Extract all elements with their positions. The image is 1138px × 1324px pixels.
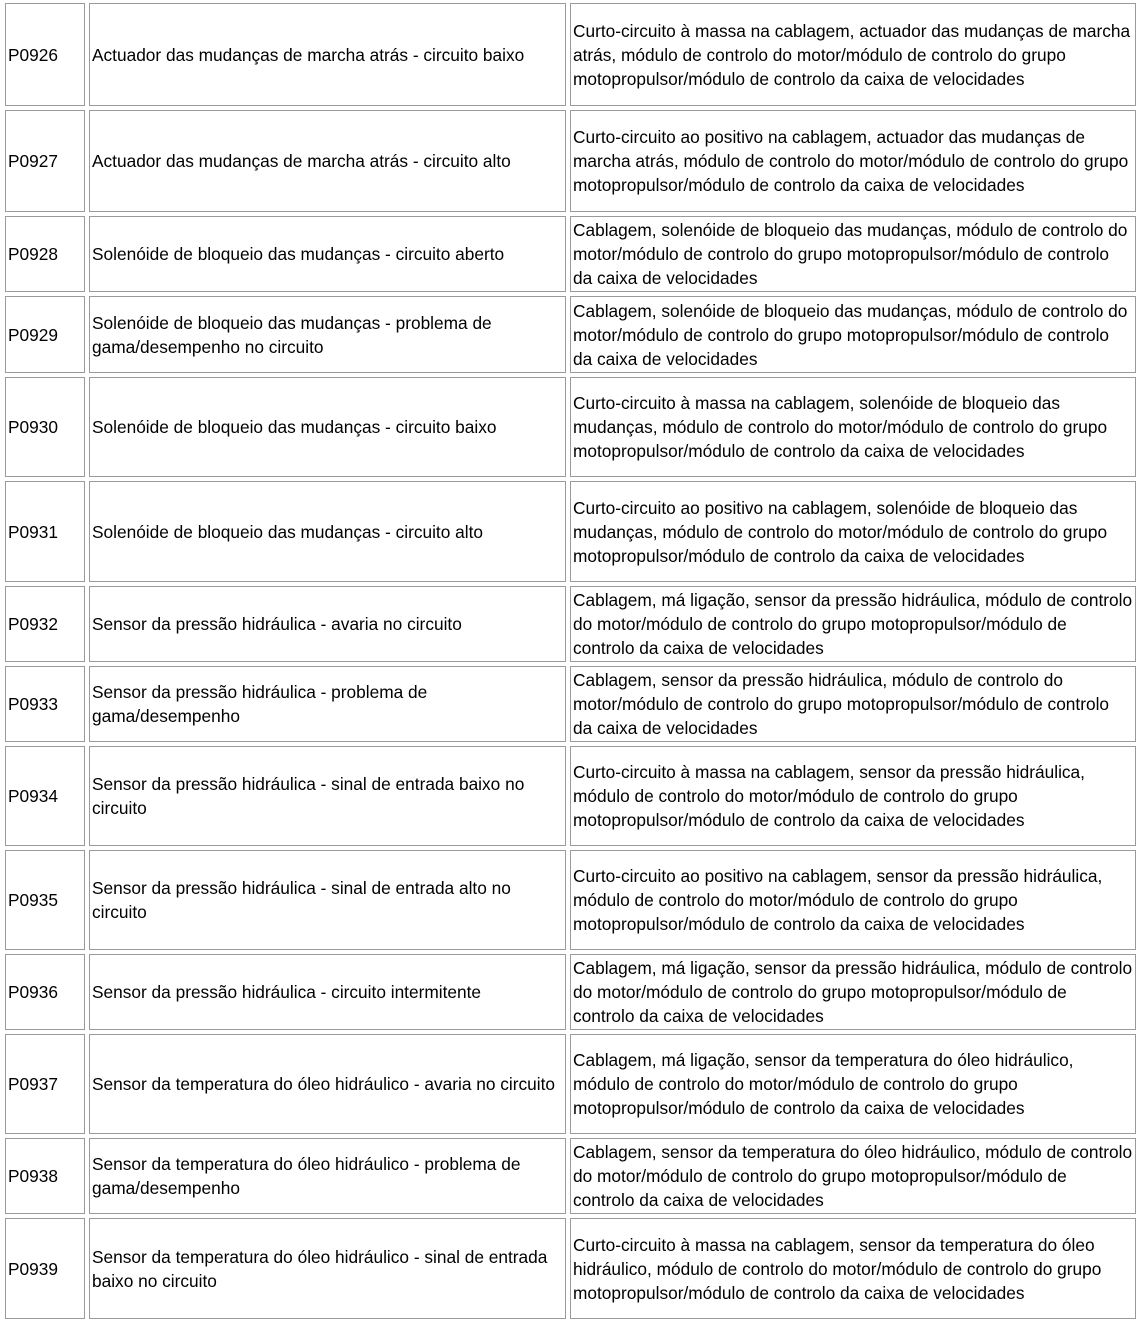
dtc-code-cell: P0926 [5,3,85,106]
dtc-causes-cell: Curto-circuito à massa na cablagem, solenóide de bloqueio das mudanças, módulo de controlo do motor/módulo de controlo do grupo motopropulsor/módulo de controlo da caixa de velocidades [570,377,1136,477]
dtc-code-cell: P0934 [5,746,85,846]
dtc-description-cell: Sensor da temperatura do óleo hidráulico - avaria no circuito [89,1034,566,1134]
dtc-causes-cell: Cablagem, sensor da pressão hidráulica, módulo de controlo do motor/módulo de controlo do grupo motopropulsor/módulo de controlo da caixa de velocidades [570,666,1136,742]
table-row [5,850,1136,950]
table-row [5,216,1136,292]
dtc-description-cell: Sensor da pressão hidráulica - sinal de entrada alto no circuito [89,850,566,950]
dtc-description-cell: Actuador das mudanças de marcha atrás - circuito alto [89,110,566,212]
dtc-description-cell: Solenóide de bloqueio das mudanças - circuito aberto [89,216,566,292]
dtc-code-cell: P0938 [5,1138,85,1214]
dtc-description-cell: Sensor da pressão hidráulica - problema de gama/desempenho [89,666,566,742]
dtc-description-cell: Sensor da temperatura do óleo hidráulico - problema de gama/desempenho [89,1138,566,1214]
dtc-causes-cell: Curto-circuito ao positivo na cablagem, solenóide de bloqueio das mudanças, módulo de controlo do motor/módulo de controlo do grupo motopropulsor/módulo de controlo da caixa de velocidades [570,481,1136,582]
dtc-causes-cell: Cablagem, má ligação, sensor da pressão hidráulica, módulo de controlo do motor/módulo de controlo do grupo motopropulsor/módulo de controlo da caixa de velocidades [570,954,1136,1030]
dtc-causes-cell: Cablagem, solenóide de bloqueio das mudanças, módulo de controlo do motor/módulo de controlo do grupo motopropulsor/módulo de controlo da caixa de velocidades [570,296,1136,373]
table-row [5,481,1136,582]
table-row [5,1218,1136,1319]
table-row [5,586,1136,662]
dtc-description-cell: Sensor da pressão hidráulica - circuito intermitente [89,954,566,1030]
dtc-code-cell: P0935 [5,850,85,950]
table-row [5,1138,1136,1214]
dtc-code-cell: P0939 [5,1218,85,1319]
dtc-causes-cell: Curto-circuito ao positivo na cablagem, sensor da pressão hidráulica, módulo de controlo do motor/módulo de controlo do grupo motopropulsor/módulo de controlo da caixa de velocidades [570,850,1136,950]
table-row [5,746,1136,846]
dtc-causes-cell: Cablagem, má ligação, sensor da pressão hidráulica, módulo de controlo do motor/módulo de controlo do grupo motopropulsor/módulo de controlo da caixa de velocidades [570,586,1136,662]
dtc-description-cell: Sensor da pressão hidráulica - sinal de entrada baixo no circuito [89,746,566,846]
dtc-code-cell: P0932 [5,586,85,662]
dtc-code-cell: P0928 [5,216,85,292]
table-row [5,954,1136,1030]
dtc-code-cell: P0930 [5,377,85,477]
dtc-description-cell: Solenóide de bloqueio das mudanças - problema de gama/desempenho no circuito [89,296,566,373]
dtc-causes-cell: Curto-circuito ao positivo na cablagem, actuador das mudanças de marcha atrás, módulo de controlo do motor/módulo de controlo do grupo motopropulsor/módulo de controlo da caixa de velocidades [570,110,1136,212]
table-row [5,377,1136,477]
dtc-causes-cell: Cablagem, solenóide de bloqueio das mudanças, módulo de controlo do motor/módulo de controlo do grupo motopropulsor/módulo de controlo da caixa de velocidades [570,216,1136,292]
dtc-causes-cell: Cablagem, má ligação, sensor da temperatura do óleo hidráulico, módulo de controlo do motor/módulo de controlo do grupo motopropulsor/módulo de controlo da caixa de velocidades [570,1034,1136,1134]
dtc-code-cell: P0933 [5,666,85,742]
dtc-table [1,0,1138,1323]
dtc-causes-cell: Cablagem, sensor da temperatura do óleo hidráulico, módulo de controlo do motor/módulo de controlo do grupo motopropulsor/módulo de controlo da caixa de velocidades [570,1138,1136,1214]
dtc-description-cell: Sensor da temperatura do óleo hidráulico - sinal de entrada baixo no circuito [89,1218,566,1319]
table-row [5,3,1136,106]
table-row [5,296,1136,373]
dtc-description-cell: Sensor da pressão hidráulica - avaria no circuito [89,586,566,662]
dtc-description-cell: Solenóide de bloqueio das mudanças - circuito alto [89,481,566,582]
dtc-code-cell: P0927 [5,110,85,212]
dtc-description-cell: Actuador das mudanças de marcha atrás - circuito baixo [89,3,566,106]
table-row [5,110,1136,212]
dtc-code-cell: P0929 [5,296,85,373]
dtc-causes-cell: Curto-circuito à massa na cablagem, actuador das mudanças de marcha atrás, módulo de controlo do motor/módulo de controlo do grupo motopropulsor/módulo de controlo da caixa de velocidades [570,3,1136,106]
dtc-causes-cell: Curto-circuito à massa na cablagem, sensor da pressão hidráulica, módulo de controlo do motor/módulo de controlo do grupo motopropulsor/módulo de controlo da caixa de velocidades [570,746,1136,846]
table-row [5,1034,1136,1134]
dtc-code-cell: P0931 [5,481,85,582]
dtc-description-cell: Solenóide de bloqueio das mudanças - circuito baixo [89,377,566,477]
table-row [5,666,1136,742]
dtc-code-cell: P0936 [5,954,85,1030]
dtc-code-cell: P0937 [5,1034,85,1134]
dtc-causes-cell: Curto-circuito à massa na cablagem, sensor da temperatura do óleo hidráulico, módulo de controlo do motor/módulo de controlo do grupo motopropulsor/módulo de controlo da caixa de velocidades [570,1218,1136,1319]
